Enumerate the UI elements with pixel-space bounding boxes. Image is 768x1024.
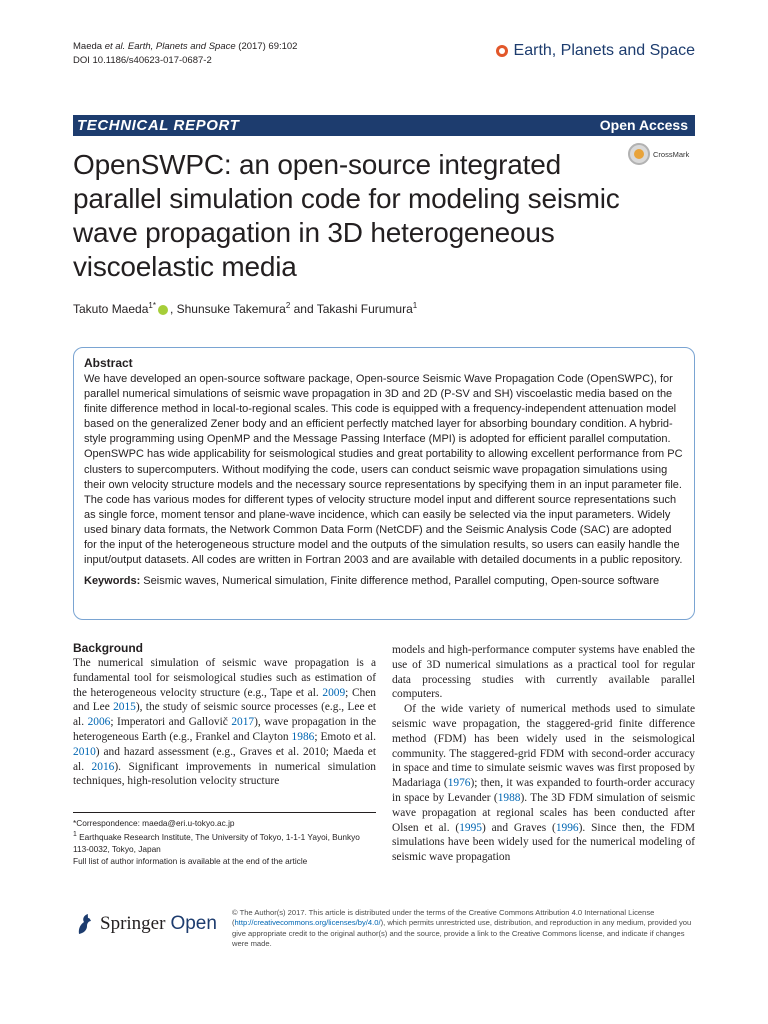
license-text-run: ), which permits unrestricted use, distribution, and reproduction in any medium, provided you give appropriate credit to the original author(s) and the source, provide a link to the Creative Commons license, and indicate if changes were made. <box>232 918 692 949</box>
author-2[interactable]: , Shunsuke Takemura <box>169 302 286 316</box>
orcid-icon[interactable] <box>158 305 168 315</box>
journal-logo-icon <box>496 45 508 57</box>
citation-link[interactable]: 2010 <box>73 745 96 758</box>
body-column-left <box>73 641 376 789</box>
crossmark-label: CrossMark <box>653 149 690 159</box>
text-run: ; Imperatori and Gallovič <box>110 716 232 729</box>
open-access-badge: Open Access <box>593 115 695 136</box>
journal-brand[interactable] <box>496 42 695 60</box>
citation-link[interactable]: 2009 <box>322 686 346 699</box>
citation-link[interactable]: 1995 <box>459 821 482 834</box>
license-text-run: © The Author(s) 2017. This article is distributed under the terms of the Creative Commons Attribution 4.0 International License ( <box>232 908 655 928</box>
report-type: TECHNICAL REPORT <box>77 117 240 134</box>
abstract-text: We have developed an open-source software package, Open-source Seismic Wave Propagation Code (OpenSWPC), for parallel numerical simulations of seismic wave propagation in 3D and 2D (P-SV and SH) viscoelastic media based on the finite difference method in local-to-regional scales. This code is equipped with a frequency-independent attenuation model based on the generalized Zener body and an efficient perfectly matched layer for absorbing boundary condition. A hybrid-style programming using OpenMP and the Message Passing Interface (MPI) is adopted for efficient parallel computation. OpenSWPC has wide applicability for seismological studies and great portability to allowing excellent performance from PC clusters to supercomputers. Without modifying the code, users can conduct seismic wave propagation simulations using their own velocity structure models and the necessary source representations by specifying them in an input parameter file. The code has various modes for different types of velocity structure model input and different source representations such as single force, moment tensor and plane-wave incidence, which can easily be selected via the input parameters. Widely used binary data formats, the Network Common Data Form (NetCDF) and the Seismic Analysis Code (SAC) are adopted for the input of the heterogeneous structure model and the outputs of the simulation results, so users can easily handle the input/output datasets. All codes are written in Fortran 2003 and are available with detailed documents in a public repository. <box>84 373 683 567</box>
citation-link[interactable]: 2017 <box>231 716 255 729</box>
keywords-list: Seismic waves, Numerical simulation, Finite difference method, Parallel computing, Open-source software <box>140 575 660 588</box>
text-run: ) and hazard assessment (e.g., Graves et al. 2010; Maeda et al. <box>73 745 376 773</box>
article-title: OpenSWPC: an open-source integrated parallel simulation code for modeling seismic wave propagation in 3D heterogeneous viscoelastic media <box>73 149 620 282</box>
crossmark-icon <box>628 143 650 165</box>
abstract-heading: Abstract <box>84 356 133 370</box>
article-type-banner <box>73 115 695 136</box>
abstract-box <box>73 347 695 620</box>
body-column-right <box>392 643 695 865</box>
crossmark-button[interactable] <box>628 143 689 165</box>
text-run: ; Chen and Lee <box>73 686 376 714</box>
citation-link[interactable]: 1976 <box>447 777 471 790</box>
text-run: ; Emoto et al. <box>314 730 376 743</box>
citation-author: Maeda <box>73 41 105 52</box>
text-run: Of the wide variety of numerical methods used to simulate seismic wave propagation, the staggered-grid finite difference method (FDM) has been widely used in the seismological community. The staggered-grid FDM with second-order accuracy in space and time to simulate seismic waves was first proposed by Madariaga ( <box>392 703 695 790</box>
affiliation-note <box>73 829 376 855</box>
license-text <box>232 908 697 950</box>
paragraph-2 <box>392 702 695 865</box>
text-run: ); then, it was expanded to fourth-order accuracy in space by Levander ( <box>392 777 695 804</box>
citation-link[interactable]: 1986 <box>291 730 315 743</box>
citation-volume: (2017) 69:102 <box>235 41 298 52</box>
citation <box>73 40 297 68</box>
text-run: ), wave propagation in the heterogeneous Earth (e.g., Frankel and Clayton <box>73 716 377 743</box>
author-list <box>73 298 417 317</box>
correspondence-note: *Correspondence: maeda@eri.u-tokyo.ac.jp <box>73 818 235 828</box>
citation-link[interactable]: 1996 <box>555 821 579 834</box>
doi-link[interactable]: DOI 10.1186/s40623-017-0687-2 <box>73 55 212 66</box>
text-run: ) and Graves ( <box>481 821 556 834</box>
publisher-logo <box>75 912 217 936</box>
affiliation-text: Earthquake Research Institute, The University of Tokyo, 1-1-1 Yayoi, Bunkyo 113-0032, Tokyo, Japan <box>73 831 360 854</box>
author-3-affiliation: 1 <box>412 301 418 310</box>
author-3[interactable]: and Takashi Furumura <box>290 302 413 316</box>
affiliation-number: 1 <box>73 831 77 838</box>
citation-line-1 <box>73 40 297 54</box>
author-info-note: Full list of author information is available at the end of the article <box>73 855 308 866</box>
footnotes <box>73 812 376 867</box>
keywords-label: Keywords: <box>84 575 141 588</box>
springer-horse-icon <box>75 912 95 936</box>
paragraph-continued: models and high-performance computer systems have enabled the use of 3D numerical simulations as a practical tool for regular data processing studies with currently available parallel computers. <box>392 644 695 701</box>
text-run: ). Since then, the FDM simulations have been widely used for the numerical modeling of seismic wave propagation <box>392 821 696 864</box>
license-link[interactable]: http://creativecommons.org/licenses/by/4.0/ <box>234 918 381 928</box>
author-2-affiliation: 2 <box>285 301 291 310</box>
section-heading-background: Background <box>73 641 144 655</box>
keywords <box>84 574 686 589</box>
citation-link[interactable]: 2015 <box>113 701 136 714</box>
citation-link[interactable]: 1988 <box>497 791 521 804</box>
text-run: ). Significant improvements in numerical simulation techniques, high-resolution velocity structure <box>73 760 376 788</box>
page-header <box>73 40 695 74</box>
text-run: ), the study of seismic source processes (e.g., Lee et al. <box>73 701 376 729</box>
publisher-name: Springer <box>100 913 166 934</box>
citation-link[interactable]: 2006 <box>87 716 111 729</box>
text-run: ). The 3D FDM simulation of seismic wave propagation at regional scales has been conducted after Olsen et al. ( <box>392 791 696 834</box>
author-1[interactable]: Takuto Maeda <box>73 302 149 316</box>
author-1-affiliation: 1* <box>148 301 156 310</box>
publisher-open: Open <box>170 913 217 934</box>
text-run: The numerical simulation of seismic wave propagation is a fundamental tool for seismological studies such as estimation of the heterogeneous velocity structure (e.g., Tape et al. <box>73 657 376 699</box>
journal-name: Earth, Planets and Space <box>513 42 695 59</box>
citation-journal: et al. Earth, Planets and Space <box>104 41 236 52</box>
paragraph-1 <box>73 656 376 789</box>
citation-link[interactable]: 2016 <box>91 760 115 773</box>
